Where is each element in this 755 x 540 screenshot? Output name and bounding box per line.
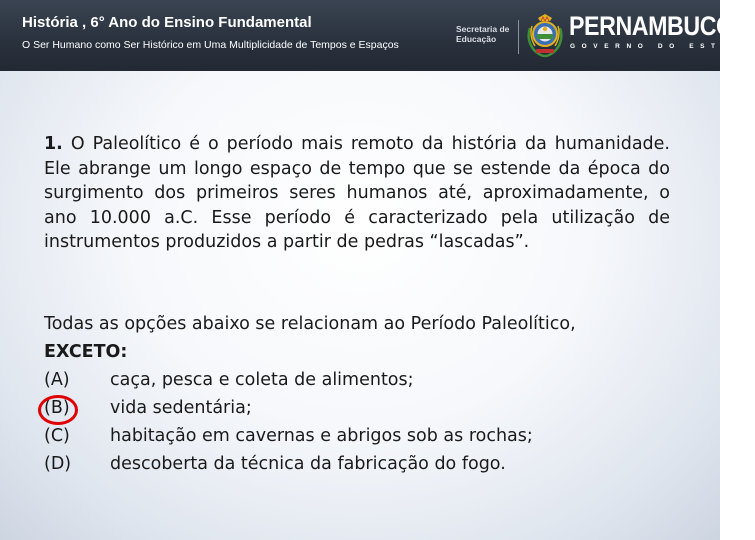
header-divider [518,20,519,54]
secretaria-label [456,24,509,44]
option-letter: (B) [44,398,70,418]
question-emphasis [44,338,684,366]
question-paragraph-text: O Paleolítico é o período mais remoto da história da humanidade. Ele abrange um longo espaço de tempo que se estende da época do surgimento dos primeiros seres humanos até, aproximadamente, o ano 10.000 a.C. Esse período é caracterizado pela utilização de instrumentos produzidos a partir de pedras “lascadas”. [44,134,670,253]
slide-subtitle: O Ser Humano como Ser Histórico em Uma Multiplicidade de Tempos e Espaços [22,39,399,51]
option-letter: (A) [44,370,70,390]
brand-subtitle: GOVERNO DO ESTADO [570,43,755,50]
question-number: 1. [44,134,63,154]
option-c[interactable] [44,422,684,450]
secretaria-line-2: Educação [456,34,497,44]
option-a[interactable] [44,366,684,394]
option-text: descoberta da técnica da fabricação do fogo. [110,454,506,474]
option-d[interactable] [44,450,684,478]
question-prompt: Todas as opções abaixo se relacionam ao Período Paleolítico, [44,314,576,334]
option-text: habitação em cavernas e abrigos sob as rochas; [110,426,533,446]
option-text: vida sedentária; [110,398,252,418]
pernambuco-coat-of-arms-icon [524,12,566,58]
answer-highlight-circle [38,395,78,425]
header-bar [0,0,755,71]
question-paragraph [44,132,670,255]
question-emphasis-text: EXCETO: [44,342,128,362]
option-letter: (C) [44,426,70,446]
option-letter: (D) [44,454,72,474]
secretaria-line-1: Secretaria de [456,24,510,34]
slide-title: História , 6° Ano do Ensino Fundamental [22,14,312,31]
option-b[interactable] [44,394,684,422]
brand-wordmark: PERNAMBUCO [569,11,734,41]
question-block [44,310,684,478]
option-text: caça, pesca e coleta de alimentos; [110,370,414,390]
